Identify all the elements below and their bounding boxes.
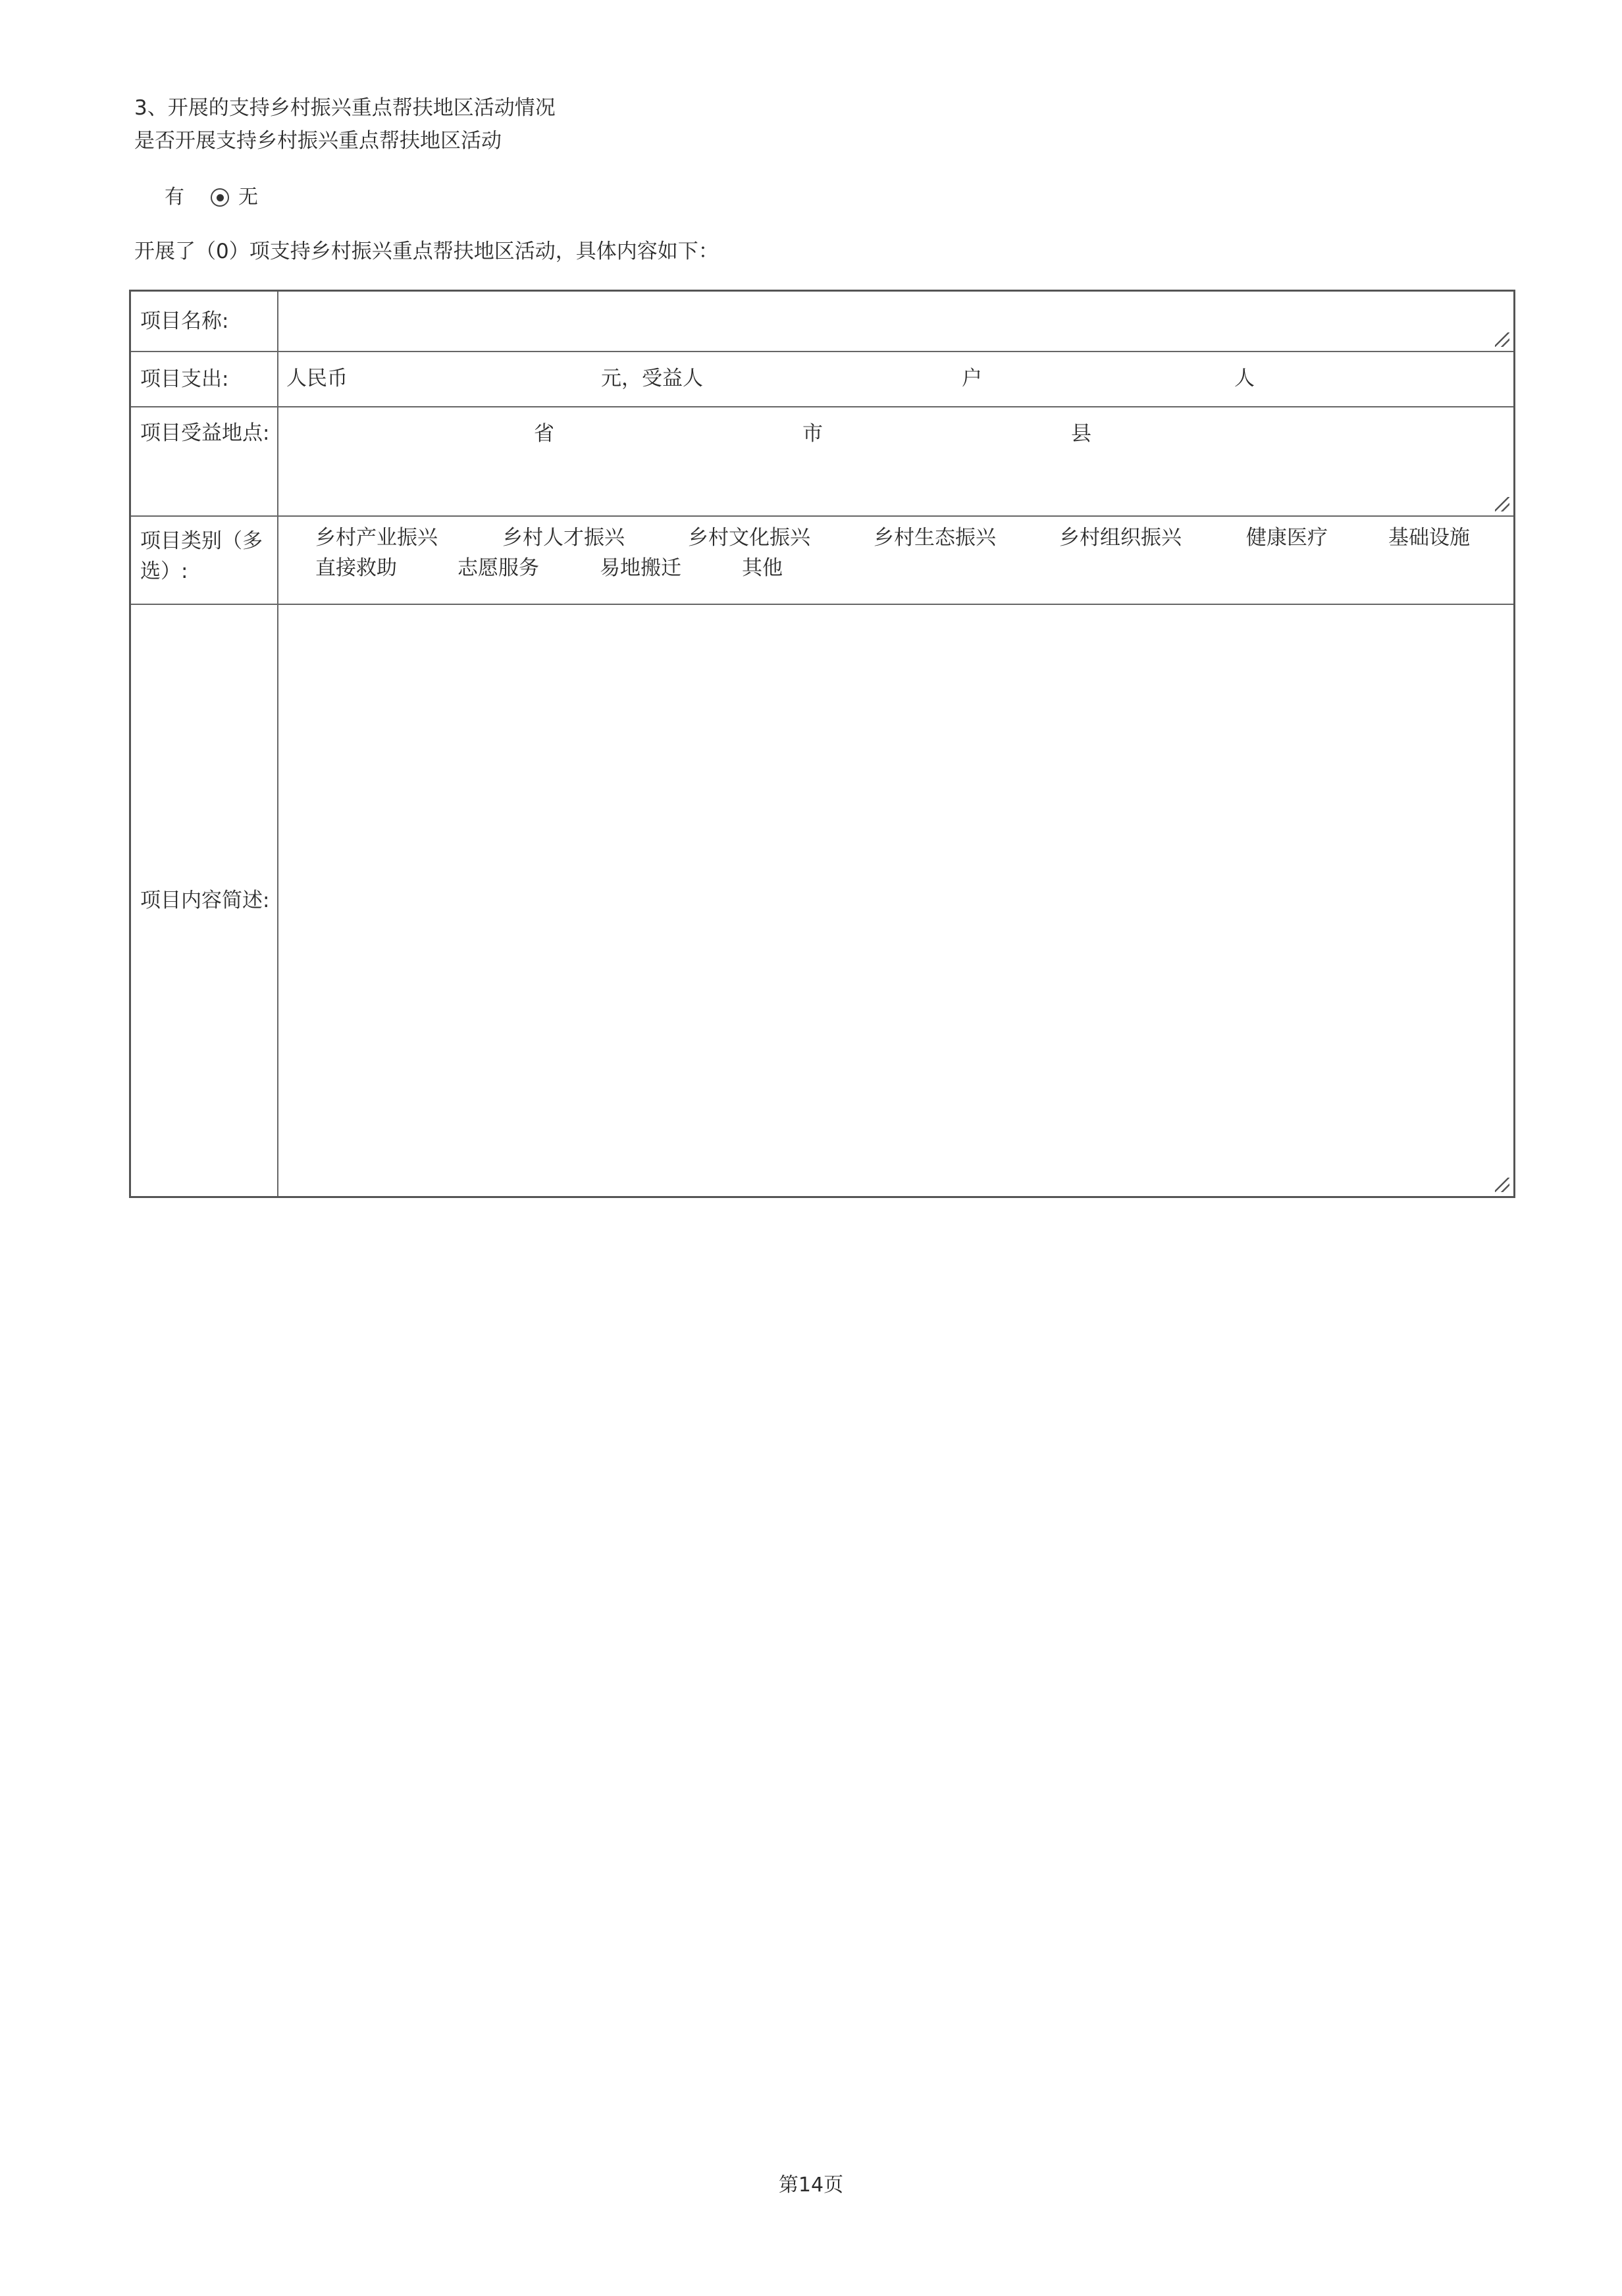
radio-label-no[interactable]: 无 — [238, 186, 258, 209]
location-province-label: 省 — [534, 422, 554, 446]
row-project-expense — [131, 352, 1513, 407]
project-category-options — [278, 517, 1513, 604]
activity-summary: 开展了（0）项支持乡村振兴重点帮扶地区活动，具体内容如下： — [134, 240, 719, 263]
category-option[interactable]: 乡村文化振兴 — [688, 526, 810, 550]
category-option[interactable]: 易地搬迁 — [600, 556, 681, 580]
activity-radio-group — [165, 184, 258, 211]
row-project-location — [131, 407, 1513, 517]
expense-yuan-label: 元，受益人 — [601, 367, 703, 390]
category-option[interactable]: 健康医疗 — [1246, 526, 1328, 550]
project-category-label: 项目类别（多选）: — [131, 517, 278, 604]
category-option[interactable]: 乡村生态振兴 — [874, 526, 996, 550]
resize-grip-icon[interactable] — [1495, 497, 1509, 511]
category-option[interactable]: 志愿服务 — [458, 556, 539, 580]
row-project-name — [131, 292, 1513, 352]
row-project-category — [131, 517, 1513, 605]
project-location-field[interactable] — [278, 407, 1513, 515]
category-option[interactable]: 直接救助 — [315, 556, 397, 580]
project-form-table — [129, 290, 1515, 1198]
category-option[interactable]: 乡村人才振兴 — [502, 526, 625, 550]
location-city-label: 市 — [802, 422, 823, 446]
radio-button-no[interactable] — [211, 188, 229, 207]
project-name-field[interactable] — [278, 292, 1513, 351]
resize-grip-icon[interactable] — [1495, 1178, 1509, 1192]
location-county-label: 县 — [1071, 422, 1091, 446]
activity-question: 是否开展支持乡村振兴重点帮扶地区活动 — [134, 129, 502, 153]
category-option[interactable]: 乡村组织振兴 — [1059, 526, 1182, 550]
category-option[interactable]: 基础设施 — [1388, 526, 1470, 550]
project-expense-label: 项目支出: — [131, 352, 278, 406]
project-name-label: 项目名称: — [131, 292, 278, 351]
row-project-content — [131, 605, 1513, 1196]
expense-currency-label: 人民币 — [286, 367, 348, 390]
category-option[interactable]: 乡村产业振兴 — [315, 526, 438, 550]
project-location-label: 项目受益地点: — [131, 407, 278, 515]
project-content-label: 项目内容简述: — [131, 605, 278, 1196]
beneficiary-household-label: 户 — [962, 367, 982, 390]
resize-grip-icon[interactable] — [1495, 332, 1509, 347]
project-expense-fields — [278, 352, 1513, 406]
page-number: 第14页 — [778, 2174, 844, 2197]
project-content-field[interactable] — [278, 605, 1513, 1196]
beneficiary-person-label: 人 — [1234, 367, 1255, 390]
category-option[interactable]: 其他 — [742, 556, 783, 580]
section-heading: 3、开展的支持乡村振兴重点帮扶地区活动情况 — [134, 96, 556, 120]
radio-label-yes[interactable]: 有 — [165, 186, 184, 209]
